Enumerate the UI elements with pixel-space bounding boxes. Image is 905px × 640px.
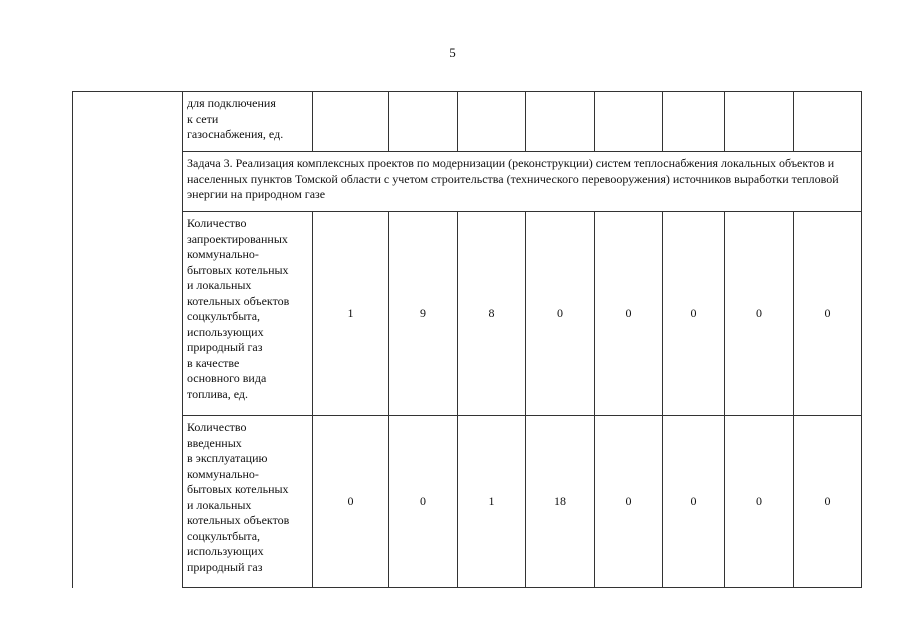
value-cell: 0 <box>595 416 663 588</box>
value-cell: 0 <box>725 212 794 416</box>
indicator-label: Количество введенных в эксплуатацию коммунально- бытовых котельных и локальных котельных объектов соцкультбыта, использующих природный газ <box>183 416 313 588</box>
value-cell: 8 <box>458 212 526 416</box>
value-cell: 0 <box>725 416 794 588</box>
value-cell: 0 <box>313 416 389 588</box>
task-heading: Задача 3. Реализация комплексных проектов по модернизации (реконструкции) систем теплоснабжения локальных объектов и населенных пунктов Томской области с учетом строительства (технического перевооружения) источников выработки тепловой энергии на природном газе <box>183 152 862 212</box>
value-cell: 0 <box>389 416 458 588</box>
value-cell <box>389 92 458 152</box>
indicator-label: Количество запроектированных коммунально- бытовых котельных и локальных котельных объектов соцкультбыта, использующих природный газ в качестве основного вида топлива, ед. <box>183 212 313 416</box>
value-cell: 0 <box>663 416 725 588</box>
value-cell: 18 <box>526 416 595 588</box>
value-cell: 0 <box>526 212 595 416</box>
empty-merged-cell <box>73 92 183 588</box>
page-number: 5 <box>449 45 456 60</box>
indicator-label: для подключения к сети газоснабжения, ед. <box>183 92 313 152</box>
value-cell <box>725 92 794 152</box>
table-row <box>73 92 862 152</box>
value-cell <box>663 92 725 152</box>
value-cell: 9 <box>389 212 458 416</box>
value-cell: 0 <box>794 416 862 588</box>
value-cell <box>526 92 595 152</box>
value-cell: 1 <box>313 212 389 416</box>
value-cell: 1 <box>458 416 526 588</box>
value-cell <box>794 92 862 152</box>
value-cell: 0 <box>663 212 725 416</box>
value-cell <box>313 92 389 152</box>
indicators-table <box>72 91 862 588</box>
table-row-task <box>73 152 862 212</box>
value-cell <box>458 92 526 152</box>
value-cell: 0 <box>595 212 663 416</box>
value-cell: 0 <box>794 212 862 416</box>
value-cell <box>595 92 663 152</box>
table-row <box>73 416 862 588</box>
table-row <box>73 212 862 416</box>
